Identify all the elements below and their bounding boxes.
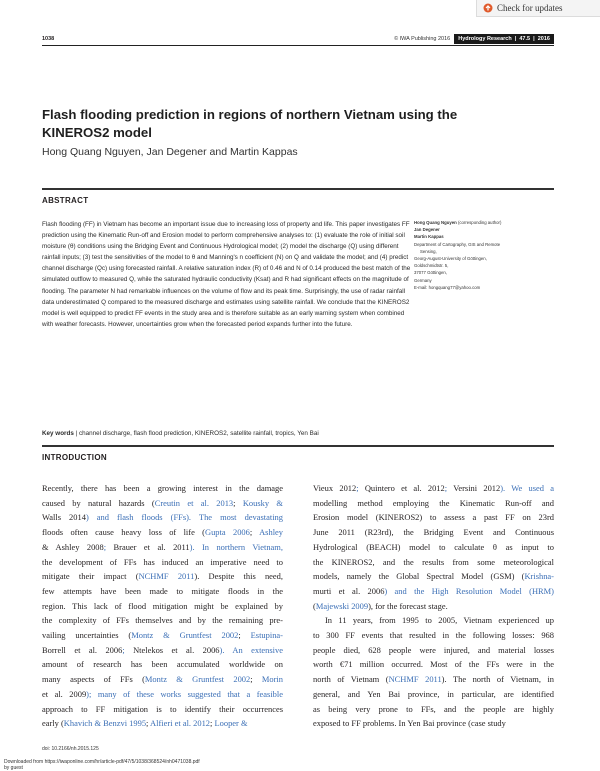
email[interactable]: E-mail: hongquang77@yahoo.com: [414, 284, 481, 290]
body-line: [42, 702, 283, 717]
corresponding-note: (corresponding author): [457, 220, 502, 225]
citation-link[interactable]: ;: [356, 483, 365, 493]
body-line: [42, 716, 283, 731]
body-line: [313, 599, 554, 614]
citation-link[interactable]: Creutin et al. 2013: [154, 497, 234, 508]
body-line: [313, 555, 554, 570]
body-line: [42, 613, 283, 628]
body-line: [42, 496, 283, 511]
body-text: worth €71 million occurred. Most of the FFs were in the: [313, 659, 554, 670]
body-column-right: [313, 481, 554, 731]
body-line: [313, 584, 554, 599]
body-text: many aspects of FFs (: [42, 674, 145, 685]
citation-link[interactable]: ;: [122, 644, 134, 655]
affiliation-block: [414, 219, 554, 291]
keywords-list: | channel discharge, flash flood prediction, KINEROS2, satellite rainfall, tropics, Yen Bai: [75, 430, 319, 437]
abstract-section-header: [42, 188, 554, 205]
body-line: [42, 584, 283, 599]
body-line: [313, 540, 554, 555]
body-text: Brauer et al. 2011: [113, 541, 190, 552]
body-line: [313, 496, 554, 511]
body-text: et al. 2009: [42, 688, 87, 699]
body-text: Ntelekos et al. 2006: [133, 644, 220, 655]
keywords: [42, 430, 422, 437]
body-text: ), for the forecast stage.: [368, 600, 448, 611]
body-line: [42, 687, 283, 702]
body-text: caused by natural hazards (: [42, 497, 155, 508]
keywords-label: Key words: [42, 430, 74, 437]
body-line: [313, 702, 554, 717]
doi[interactable]: doi: 10.2166/nh.2015.125: [42, 746, 99, 752]
body-line: [42, 657, 283, 672]
citation-link[interactable]: Gupta 2006: [205, 527, 250, 538]
citation-link[interactable]: Looper &: [214, 718, 248, 729]
check-updates-icon: [483, 3, 493, 13]
author3-name: Martin Kappas: [414, 234, 444, 240]
introduction-heading: INTRODUCTION: [42, 453, 107, 462]
affiliation-line: 37077 Göttingen,: [414, 270, 447, 276]
body-line: [42, 672, 283, 687]
body-line: [313, 510, 554, 525]
affiliation-line: Germany: [414, 277, 432, 283]
body-line: [42, 525, 283, 540]
body-text: mitigate their impact (: [42, 571, 139, 582]
body-text: June 2011 (R23rd), the Bridging Event and Continuous: [313, 527, 554, 538]
body-text: ). The north of Vietnam, in: [441, 674, 555, 685]
body-text: Versini 2012: [453, 483, 501, 493]
body-text: modelling method employing the Kinematic Run-off and: [313, 497, 554, 508]
body-text: ;: [249, 527, 260, 538]
body-text: exposed to FF problems. In Yen Bai province (case study: [313, 718, 506, 729]
abstract-heading: ABSTRACT: [42, 196, 89, 205]
body-text: early (: [42, 718, 64, 729]
body-text: ;: [210, 718, 215, 729]
check-updates-label: Check for updates: [497, 3, 563, 13]
citation-link[interactable]: ;: [103, 541, 114, 552]
body-text: the KINEROS2, and the results from some meteorological: [313, 556, 554, 567]
journal-year: 2016: [537, 36, 550, 42]
body-text: people died, 628 people were injured, and material losses: [313, 644, 554, 655]
body-line: [313, 657, 554, 672]
body-text: & Ashley 2008: [42, 541, 104, 552]
download-footer: [4, 759, 200, 771]
body-line: [42, 643, 283, 658]
citation-link[interactable]: ) and the High Resolution Model (HRM): [384, 585, 554, 596]
body-line: [313, 481, 554, 496]
body-text: vailing uncertainties (: [42, 630, 132, 641]
citation-link[interactable]: Majewski 2009: [315, 600, 369, 611]
citation-link[interactable]: ;: [444, 483, 454, 493]
body-text: north of Vietnam (: [313, 674, 389, 685]
citation-link[interactable]: Montz & Gruntfest 2002: [131, 630, 239, 641]
body-text: ;: [233, 497, 243, 508]
affiliation-line: Sensing,: [420, 248, 437, 254]
body-line: [313, 672, 554, 687]
body-text: general, and Yen Bai province, in particular, are identified: [313, 688, 554, 699]
body-text: ;: [250, 674, 262, 685]
body-text: Walls 2014: [42, 512, 86, 523]
body-line: [42, 510, 283, 525]
body-line: [42, 481, 283, 496]
introduction-section-header: [42, 445, 554, 462]
body-line: [313, 569, 554, 584]
body-text: models, namely the Global Spectral Model (GSM) (: [313, 571, 525, 582]
author1-name: Hong Quang Nguyen: [414, 220, 457, 225]
copyright: © IWA Publishing 2016: [394, 36, 451, 42]
download-line: Downloaded from https://iwaponline.com/hr/article-pdf/47/5/1038/368524/nh0471038.pdf: [4, 759, 200, 765]
body-line: [313, 613, 554, 628]
citation-link[interactable]: Kousky &: [242, 497, 283, 508]
citation-link[interactable]: Khavich & Benzvi 1995: [63, 718, 147, 729]
body-text: to 300 FF events that resulted in the following losses: 968: [313, 630, 554, 641]
body-text: the complexity of FFs themselves and by the remaining pre-: [42, 615, 283, 626]
body-line: [42, 599, 283, 614]
author2-name: Jan Degener: [414, 227, 440, 233]
body-text: (: [313, 600, 316, 611]
body-line: [313, 716, 554, 731]
header-rule: [42, 45, 554, 46]
body-line: [42, 569, 283, 584]
body-text: region. This lack of flood mitigation might be explained by: [42, 600, 283, 611]
body-line: [313, 687, 554, 702]
citation-link[interactable]: ); many of these works suggested that a feasible: [86, 688, 283, 699]
download-guest: by guest: [4, 765, 23, 771]
body-text: few attempts have been made to mitigate floods in the: [42, 585, 283, 596]
body-text: Quintero et al. 2012: [364, 483, 445, 493]
body-text: ). Despite this need,: [194, 571, 284, 582]
citation-link[interactable]: Estupina-: [250, 630, 283, 641]
journal-name: Hydrology Research: [458, 36, 512, 42]
citation-link[interactable]: NCHMF 2011: [138, 571, 195, 582]
body-text: approach to FF mitigation is to identify their occurrences: [42, 703, 283, 714]
body-text: the development of FFs has induced an imperative need to: [42, 556, 283, 567]
article-title: Flash flooding prediction in regions of northern Vietnam using the KINEROS2 model: [42, 107, 458, 140]
body-text: amount of research has been accumulated worldwide on: [42, 659, 283, 670]
body-text: ;: [238, 630, 251, 641]
citation-link[interactable]: ) and flash floods (FFs). The most devastating: [85, 512, 283, 523]
section-rule: [42, 445, 554, 447]
citation-link[interactable]: Morin: [261, 674, 283, 685]
citation-link[interactable]: Krishna-: [524, 571, 554, 582]
body-line: [313, 628, 554, 643]
body-line: [42, 555, 283, 570]
check-for-updates-badge[interactable]: [476, 0, 600, 17]
citation-link[interactable]: ). We used a: [500, 483, 554, 493]
citation-link[interactable]: ). In northern Vietnam,: [189, 541, 283, 552]
body-line: [42, 628, 283, 643]
page-number: 1038: [42, 36, 55, 42]
citation-link[interactable]: Ashley: [259, 527, 283, 538]
body-text: ;: [146, 718, 151, 729]
body-line: [313, 643, 554, 658]
citation-link[interactable]: ). An extensive: [219, 644, 283, 655]
journal-band: Hydrology Research | 47.5 | 2016: [454, 34, 554, 44]
affiliation-line: Department of Cartography, GIS and Remote: [414, 241, 501, 247]
abstract-text: Flash flooding (FF) in Vietnam has become an important issue due to increasing loss of property and life. This paper investigates FF prediction using the Kinematic Run-off and Erosion model to perform comprehensive analyses to: (1) evaluate the role of initial soil moisture (θ) conditions using the Bridging Event and Continuous Hydrological model; (2) model the discharge (Q) using different rainfall inputs; (3) test the sensitivities of the model to θ and Manning's n coefficient (N) on Q and validate the model; and (4) predict channel discharge (Qc) using forecasted rainfall. A relative saturation index (R) of 0.46 and N of 0.14 produced the best match of the simulated outflow to measured Q, while the saturated hydraulic conductivity (Ksat) and R had significant effects on the magnitude of flooding. The parameter N had remarkable influences on the volume of flow and its peak time. Surprisingly, the use of radar rainfall data underestimated Q compared to the measured discharge and estimates using satellite rainfall. We conclude that the KINEROS2 model is well equipped to predict FF events in the study area and is therefore suitable as an early warning system when combined with weather forecasts. However, uncertainties grow when the forecasted period expands further into the future.: [42, 221, 411, 328]
citation-link[interactable]: NCHMF 2011: [388, 674, 442, 685]
journal-volume: 47.5: [519, 36, 531, 42]
affiliation-line: Georg-August-University of Göttingen,: [414, 256, 487, 262]
body-line: [42, 540, 283, 555]
body-text: floods often cause heavy loss of life (: [42, 527, 205, 538]
body-text: murti et al. 2006: [313, 585, 385, 596]
body-text: In 11 years, from 1995 to 2005, Vietnam experienced up: [325, 615, 554, 626]
citation-link[interactable]: Montz & Gruntfest 2002: [144, 674, 251, 685]
body-text: Borrell et al. 2006: [42, 644, 123, 655]
author-list: Hong Quang Nguyen, Jan Degener and Martin Kappas: [42, 146, 298, 158]
body-column-left: [42, 481, 283, 731]
affiliation-line: Goldschmidtstr. 5,: [414, 263, 449, 269]
body-text: Hydrological (BEACH) model to calculate θ as input to: [313, 541, 554, 552]
body-line: [313, 525, 554, 540]
citation-link[interactable]: Alfieri et al. 2012: [150, 718, 211, 729]
section-rule: [42, 188, 554, 190]
body-text: Erosion model (KINEROS2) to assess a past FF on 23rd: [313, 512, 554, 523]
body-text: Vieux 2012: [313, 483, 357, 493]
body-text: Recently, there has been a growing interest in the damage: [42, 483, 283, 493]
body-text: as being very prone to FFs, and the people are highly: [313, 703, 554, 714]
